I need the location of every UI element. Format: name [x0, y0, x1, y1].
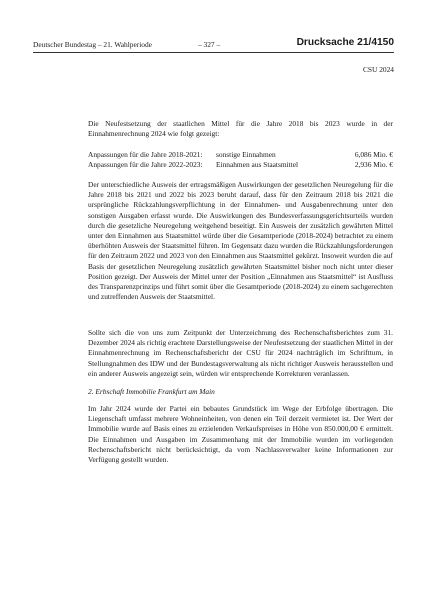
header-page-number: – 327 –: [198, 40, 221, 49]
amount-label: [88, 150, 276, 160]
reservation-text: Sollte sich die von uns zum Zeitpunkt der Unterzeichnung des Rechenschaftsberichtes zum 31. Dezember 2024 als richtig erachtete Darstellungsweise der Neufestsetzung der staatlichen Mittel in der Einnahmenrechnung im Rechenschaftsbericht der CSU für 2024 nachträglich im Schrifttum, in Stellungnahmen des IDW und der Bundestagsverwaltung als nicht richtiger Ausweis herausstellen und ein anderer Ausweis angezeigt sein, würden wir entsprechende Korrekturen veranlassen.: [88, 328, 393, 378]
section-heading: 2. Erbschaft Immobilie Frankfurt am Main: [88, 387, 215, 396]
amount-item: sonstige Einnahmen: [216, 150, 276, 159]
amount-period: Anpassungen für die Jahre 2018-2021:: [88, 150, 203, 159]
reservation-paragraph: [88, 328, 393, 379]
inheritance-paragraph: [88, 404, 393, 465]
explanation-text: Der unterschiedliche Ausweis der ertragsmäßigen Auswirkungen der gesetzlichen Neuregelung für die Jahre 2018 bis 2021 und 2022 bis 2023 beruht darauf, dass für den Zeitraum 2018 bis 2021 die ursprüngliche Rückzahlungsverpflichtung in der Einnahmen- und Ausgabenrechnung unter den sonstigen Ausgaben erfasst wurde. Die Auswirkungen des Bundesverfassungsgerichtsurteils wurden durch die gesetzliche Neuregelung weitgehend beseitigt. Ein Ausweis der zusätzlich gewährten Mittel unter den Einnahmen aus Staatsmittel würde über die Gesamtperiode (2018-2024) betrachtet zu einem überhöhten Ausweis der Staatsmittel führen. Im Gegensatz dazu wurden die Rückzahlungsforderungen für den Zeitraum 2022 und 2023 von den Einnahmen aus Staatsmittel gekürzt. Insoweit wurden die auf Basis der gesetzlichen Neuregelung zusätzlich gewährten Staatsmittel bisher noch nicht unter dieser Position gezeigt. Der Ausweis der Mittel unter der Position „Einnahmen aus Staatsmittel“ ist Ausfluss des Transparenzprinzips und führt somit über die Gesamtperiode (2018-2024) zu einem sachgerechten und zutreffenden Ausweis der Staatsmittel.: [88, 180, 393, 302]
header-document-number: Drucksache 21/4150: [296, 37, 394, 48]
amount-value: 2,936 Mio. €: [354, 160, 393, 170]
amount-item: Einnahmen aus Staatsmittel: [216, 160, 299, 170]
intro-paragraph: [88, 119, 393, 139]
amount-period: Anpassungen für die Jahre 2022-2023:: [88, 160, 203, 170]
amount-label: [88, 160, 298, 170]
amount-row: [88, 150, 393, 160]
amount-row: [88, 160, 393, 170]
inheritance-text: Im Jahr 2024 wurde der Partei ein bebautes Grundstück im Wege der Erbfolge übertragen. Die Liegenschaft umfasst mehrere Wohneinheiten, von denen ein Teil derzeit vermietet ist. Der Wert der Immobilie wurde auf Basis eines zu erzielenden Verkaufspreises in Höhe von 850.000,00 € ermittelt. Die Einnahmen und Ausgaben im Zusammenhang mit der Immobilie wurden im vorliegenden Rechenschaftsbericht nicht berücksichtigt, da vom Nachlassverwalter keine Informationen zur Verfügung gestellt wurden.: [88, 404, 393, 465]
amounts-table: [88, 150, 393, 170]
amount-value: 6,086 Mio. €: [354, 150, 393, 159]
party-label: CSU 2024: [362, 65, 394, 74]
header-publication: Deutscher Bundestag – 21. Wahlperiode: [33, 40, 152, 49]
header-rule: [33, 52, 394, 53]
intro-text: Die Neufestsetzung der staatlichen Mittel für die Jahre 2018 bis 2023 wurde in der Einnahmenrechnung 2024 wie folgt gezeigt:: [88, 119, 393, 139]
explanation-paragraph: [88, 180, 393, 302]
